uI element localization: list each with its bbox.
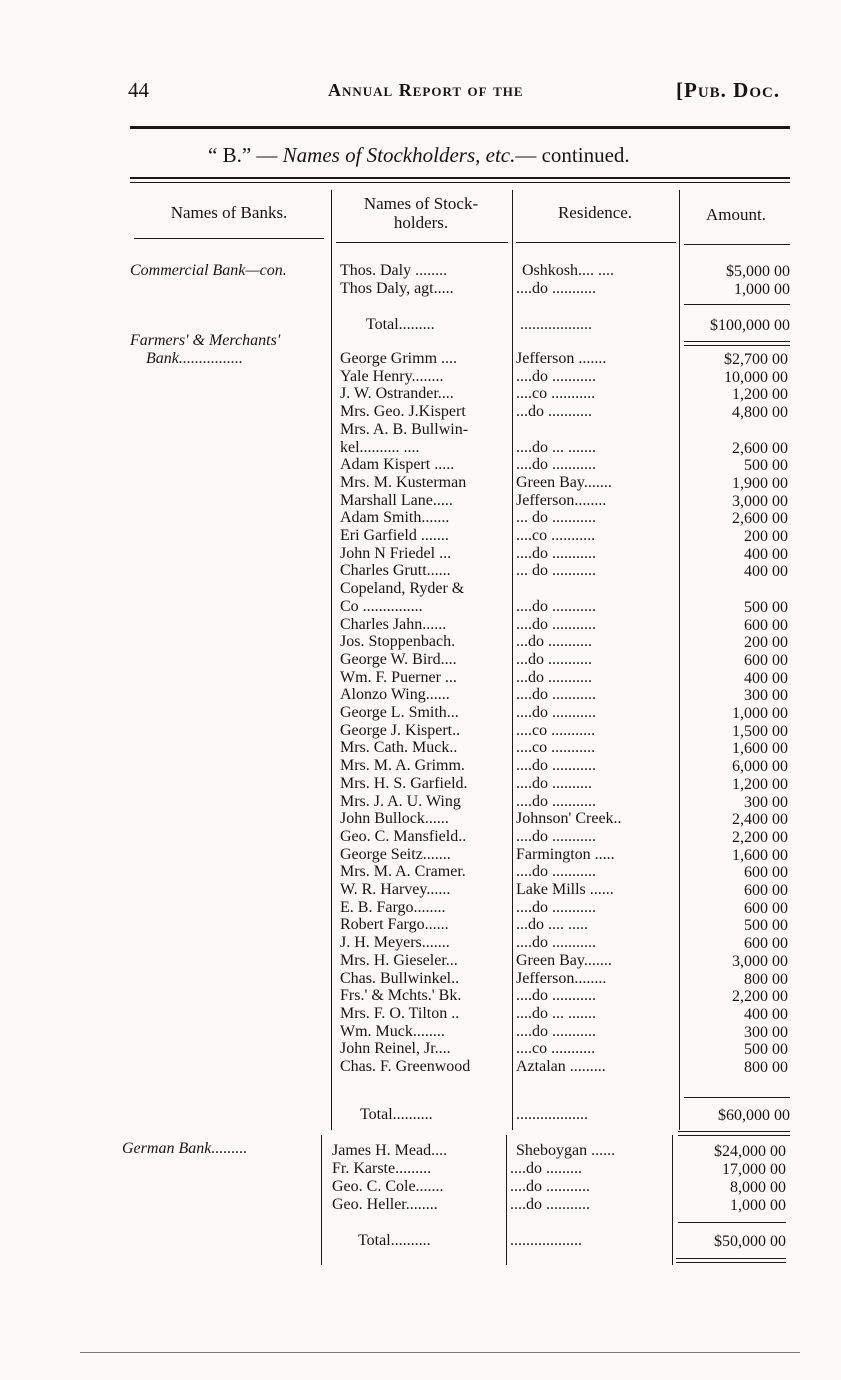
amount: 400 00: [744, 1006, 788, 1023]
total-double-rule-2: [684, 345, 790, 346]
stockholder-name: Marshall Lane.....: [340, 492, 453, 509]
amount: 4,800 00: [732, 404, 788, 421]
residence: ....do ...........: [516, 1023, 596, 1040]
stockholder-name: John Reinel, Jr....: [340, 1040, 451, 1057]
col-header-amount: Amount.: [706, 205, 766, 224]
stockholder-name: John N Friedel ...: [340, 545, 452, 562]
amount: $24,000 00: [714, 1143, 786, 1160]
amount: 300 00: [744, 794, 788, 811]
residence: ....do ...........: [516, 280, 596, 297]
amount: 1,600 00: [732, 847, 788, 864]
stockholder-name: Mrs. Cath. Muck..: [340, 739, 458, 756]
amount: 1,000 00: [732, 705, 788, 722]
total-double-rule: [676, 1258, 786, 1259]
stockholder-name: James H. Mead....: [332, 1142, 448, 1159]
stockholder-name: Copeland, Ryder &: [340, 580, 465, 597]
residence: ....do ...........: [516, 899, 596, 916]
amount: 1,000 00: [730, 1197, 786, 1214]
stockholder-name: Mrs. H. S. Garfield.: [340, 775, 468, 792]
total-double-rule-2: [676, 1262, 786, 1263]
header-underline-4: [684, 244, 790, 245]
col-header-banks: Names of Banks.: [170, 203, 288, 222]
col-divider-1: [331, 190, 332, 1130]
amount: 1,200 00: [732, 776, 788, 793]
residence: Jefferson........: [516, 970, 607, 987]
total-amount: $100,000 00: [710, 317, 790, 334]
residence: ....do ...........: [516, 793, 596, 810]
residence: ...do .... .....: [516, 916, 588, 933]
amount: $5,000 00: [726, 263, 790, 280]
stockholder-name: John Bullock......: [340, 810, 449, 827]
residence: ....do ...........: [516, 863, 596, 880]
stockholder-name: Co ...............: [340, 598, 423, 615]
stockholder-name: Mrs. J. A. U. Wing: [340, 793, 461, 810]
amount: 500 00: [744, 917, 788, 934]
stockholder-name: Frs.' & Mchts.' Bk.: [340, 987, 462, 1004]
residence: ....do ... .......: [516, 1005, 596, 1022]
page-number: 44: [128, 78, 149, 102]
residence: Johnson' Creek..: [516, 810, 622, 827]
amount: 600 00: [744, 652, 788, 669]
residence: Farmington .....: [516, 846, 615, 863]
amount: 800 00: [744, 971, 788, 988]
amount: 2,400 00: [732, 811, 788, 828]
residence: Jefferson .......: [516, 350, 607, 367]
residence: ....do ..........: [516, 775, 592, 792]
col-divider-3b: [672, 1135, 673, 1265]
amount: 300 00: [744, 1024, 788, 1041]
amount: 600 00: [744, 882, 788, 899]
amount: 3,000 00: [732, 493, 788, 510]
amount: 800 00: [744, 1059, 788, 1076]
stockholder-name: Mrs. Geo. J.Kispert: [340, 403, 466, 420]
residence: Aztalan .........: [516, 1058, 606, 1075]
residence: ....do ...........: [516, 934, 596, 951]
section-title-text: Names of Stockholders, etc.: [282, 143, 516, 167]
residence: ... do ...........: [516, 562, 596, 579]
col-header-stockholders: Names of Stock- holders.: [363, 194, 479, 232]
stockholder-name: Adam Smith.......: [340, 509, 450, 526]
header-underline-2: [336, 242, 508, 243]
residence: ....do ...........: [516, 828, 596, 845]
stockholder-name: Eri Garfield .......: [340, 527, 449, 544]
total-residence: ..................: [510, 1232, 582, 1249]
residence: ....do ...........: [516, 616, 596, 633]
stockholder-name: Mrs. M. A. Cramer.: [340, 863, 466, 880]
residence: ....do ...........: [516, 456, 596, 473]
residence: ....co ...........: [516, 1040, 596, 1057]
stockholder-name: Charles Grutt......: [340, 562, 451, 579]
stockholder-name: W. R. Harvey......: [340, 881, 451, 898]
col-divider-2b: [506, 1135, 507, 1265]
amount: 10,000 00: [724, 369, 788, 386]
residence: ....do ...........: [516, 757, 596, 774]
col-divider-3: [679, 190, 680, 1130]
amount: 1,000 00: [734, 281, 790, 298]
residence: ....co ...........: [516, 722, 596, 739]
residence: ....do ... .......: [516, 439, 596, 456]
amount: 300 00: [744, 687, 788, 704]
stockholder-name: George L. Smith...: [340, 704, 459, 721]
amount: 1,200 00: [732, 386, 788, 403]
section-suffix: — continued.: [515, 143, 630, 167]
header-underline-1: [134, 238, 324, 239]
residence: Jefferson........: [516, 492, 607, 509]
amount: 600 00: [744, 935, 788, 952]
amount: 500 00: [744, 457, 788, 474]
residence: ....do ...........: [516, 704, 596, 721]
amount: 3,000 00: [732, 953, 788, 970]
stockholder-name: Thos Daly, agt.....: [340, 280, 454, 297]
stockholder-name: Wm. Muck........: [340, 1023, 445, 1040]
residence: ....do ...........: [516, 368, 596, 385]
total-label: Total..........: [360, 1106, 433, 1123]
bank-name-commercial: Commercial Bank—con.: [130, 262, 287, 279]
total-double-rule: [678, 1131, 790, 1132]
amount: 400 00: [744, 546, 788, 563]
subtotal-rule: [684, 1097, 790, 1098]
stockholder-name: George J. Kispert..: [340, 722, 461, 739]
table-top-rule-2: [130, 182, 790, 183]
stockholder-name: Wm. F. Puerner ...: [340, 669, 457, 686]
stockholder-name: Alonzo Wing......: [340, 686, 450, 703]
amount: 1,600 00: [732, 740, 788, 757]
stockholder-name: Charles Jahn......: [340, 616, 447, 633]
amount: 600 00: [744, 617, 788, 634]
stockholder-name: Mrs. H. Gieseler...: [340, 952, 458, 969]
amount: 500 00: [744, 1041, 788, 1058]
residence: ....do ...........: [516, 598, 596, 615]
header-rule: [130, 126, 790, 129]
stockholder-name: Geo. Heller........: [332, 1196, 438, 1213]
stockholder-name: Mrs. F. O. Tilton ..: [340, 1005, 460, 1022]
residence: ....do ...........: [516, 686, 596, 703]
stockholder-name: George Grimm ....: [340, 350, 458, 367]
residence: Sheboygan ......: [516, 1142, 616, 1159]
amount: 2,200 00: [732, 988, 788, 1005]
stockholder-name: Mrs. M. Kusterman: [340, 474, 467, 491]
col-header-residence: Residence.: [557, 203, 633, 222]
stockholder-name: kel.......... ....: [340, 439, 420, 456]
stockholder-name: Robert Fargo......: [340, 916, 449, 933]
total-double-rule-2: [678, 1135, 790, 1136]
bottom-rule: [80, 1352, 800, 1353]
amount: 2,200 00: [732, 829, 788, 846]
section-prefix: “ B.” —: [208, 143, 278, 167]
stockholder-name: Yale Henry........: [340, 368, 444, 385]
amount: 1,500 00: [732, 723, 788, 740]
stockholder-name: Adam Kispert .....: [340, 456, 455, 473]
stockholder-name: Mrs. M. A. Grimm.: [340, 757, 465, 774]
amount: 600 00: [744, 900, 788, 917]
residence: ....do .........: [510, 1160, 582, 1177]
stockholder-name: Geo. C. Cole.......: [332, 1178, 444, 1195]
amount: 1,900 00: [732, 475, 788, 492]
residence: ... do ...........: [516, 509, 596, 526]
stockholder-name: George Seitz.......: [340, 846, 451, 863]
residence: Green Bay.......: [516, 474, 612, 491]
residence: ....do ...........: [510, 1196, 590, 1213]
stockholder-name: E. B. Fargo........: [340, 899, 446, 916]
col-divider-1b: [321, 1135, 322, 1265]
table-top-rule-1: [130, 177, 790, 179]
residence: Oshkosh.... ....: [522, 262, 615, 279]
total-label: Total..........: [358, 1232, 431, 1249]
amount: 400 00: [744, 563, 788, 580]
total-amount: $50,000 00: [714, 1233, 786, 1250]
stockholder-name: George W. Bird....: [340, 651, 457, 668]
residence: ....do ...........: [516, 545, 596, 562]
subtotal-rule: [678, 1222, 786, 1223]
stockholder-name: Jos. Stoppenbach.: [340, 633, 456, 650]
amount: 17,000 00: [722, 1161, 786, 1178]
bank-name-farmers-line1: Farmers' & Merchants': [130, 332, 281, 349]
bank-name-farmers-line2: Bank................: [146, 350, 243, 367]
stockholder-name: Mrs. A. B. Bullwin-: [340, 421, 469, 438]
amount: 200 00: [744, 528, 788, 545]
residence: ....co ...........: [516, 385, 596, 402]
residence: ...do ...........: [516, 651, 592, 668]
bank-name-german: German Bank.........: [122, 1140, 248, 1157]
total-residence: ..................: [516, 1106, 588, 1123]
running-title: Annual Report of the: [328, 80, 524, 100]
residence: ....do ...........: [510, 1178, 590, 1195]
stockholder-name: J. W. Ostrander....: [340, 385, 454, 402]
residence: Green Bay.......: [516, 952, 612, 969]
residence: ....co ...........: [516, 527, 596, 544]
col-divider-2: [512, 190, 513, 1130]
stockholder-name: Thos. Daly ........: [340, 262, 448, 279]
residence: ....do ...........: [516, 987, 596, 1004]
residence: ...do ...........: [516, 669, 592, 686]
amount: 2,600 00: [732, 510, 788, 527]
residence: ...do ...........: [516, 403, 592, 420]
total-double-rule: [684, 341, 790, 342]
stockholder-name: Chas. Bullwinkel..: [340, 970, 460, 987]
stockholder-name: Chas. F. Greenwood: [340, 1058, 471, 1075]
doc-reference: [Pub. Doc.: [676, 78, 781, 102]
stockholder-name: Fr. Karste.........: [332, 1160, 432, 1177]
amount: $2,700 00: [724, 351, 788, 368]
total-residence: ..................: [520, 316, 592, 333]
amount: 200 00: [744, 634, 788, 651]
subtotal-rule: [684, 304, 790, 305]
residence: ....co ...........: [516, 739, 596, 756]
amount: 600 00: [744, 864, 788, 881]
amount: 2,600 00: [732, 440, 788, 457]
stockholder-name: Geo. C. Mansfield..: [340, 828, 467, 845]
amount: 8,000 00: [730, 1179, 786, 1196]
amount: 400 00: [744, 670, 788, 687]
amount: 500 00: [744, 599, 788, 616]
total-amount: $60,000 00: [718, 1107, 790, 1124]
section-title: [208, 143, 630, 168]
residence: ...do ...........: [516, 633, 592, 650]
header-underline-3: [516, 242, 676, 243]
stockholder-name: J. H. Meyers.......: [340, 934, 450, 951]
residence: Lake Mills ......: [516, 881, 614, 898]
amount: 6,000 00: [732, 758, 788, 775]
total-label: Total.........: [366, 316, 435, 333]
